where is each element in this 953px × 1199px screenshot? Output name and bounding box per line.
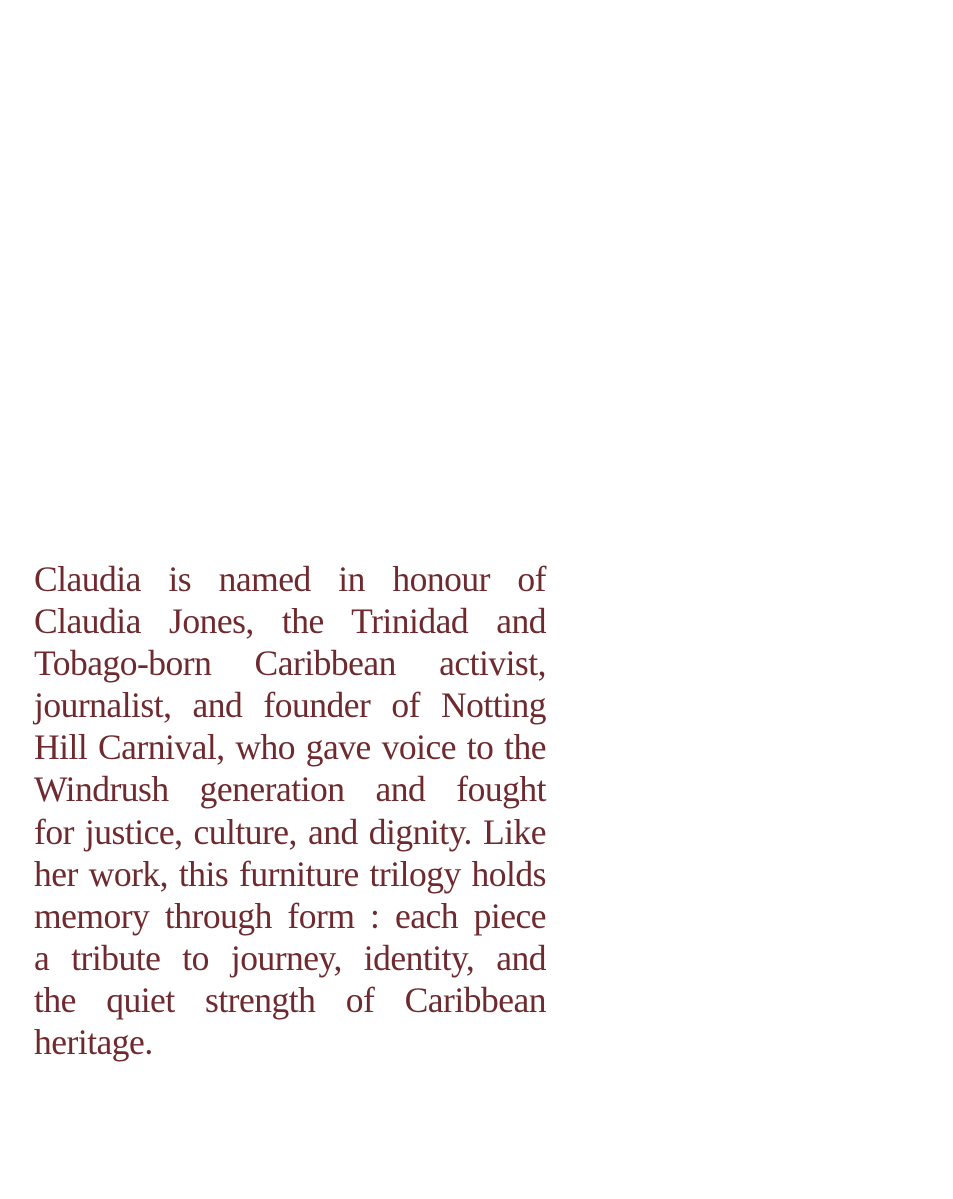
description-line: heritage. bbox=[34, 1022, 153, 1063]
description-line: a tribute to journey, identity, and bbox=[34, 937, 546, 978]
description-line: memory through form : each piece bbox=[34, 895, 546, 936]
description-line: Tobago-born Caribbean activist, bbox=[34, 643, 546, 684]
description-line: Claudia Jones, the Trinidad and bbox=[34, 601, 546, 642]
description-paragraph bbox=[34, 558, 546, 1063]
description-line: Claudia is named in honour of bbox=[34, 559, 546, 599]
description-line: her work, this furniture trilogy holds bbox=[34, 853, 546, 894]
description-line: Hill Carnival, who gave voice to the bbox=[34, 727, 546, 768]
description-line: for justice, culture, and dignity. Like bbox=[34, 811, 546, 852]
description-line: Windrush generation and fought bbox=[34, 769, 546, 810]
description-line: journalist, and founder of Notting bbox=[34, 685, 546, 726]
description-line: the quiet strength of Caribbean bbox=[34, 979, 546, 1020]
